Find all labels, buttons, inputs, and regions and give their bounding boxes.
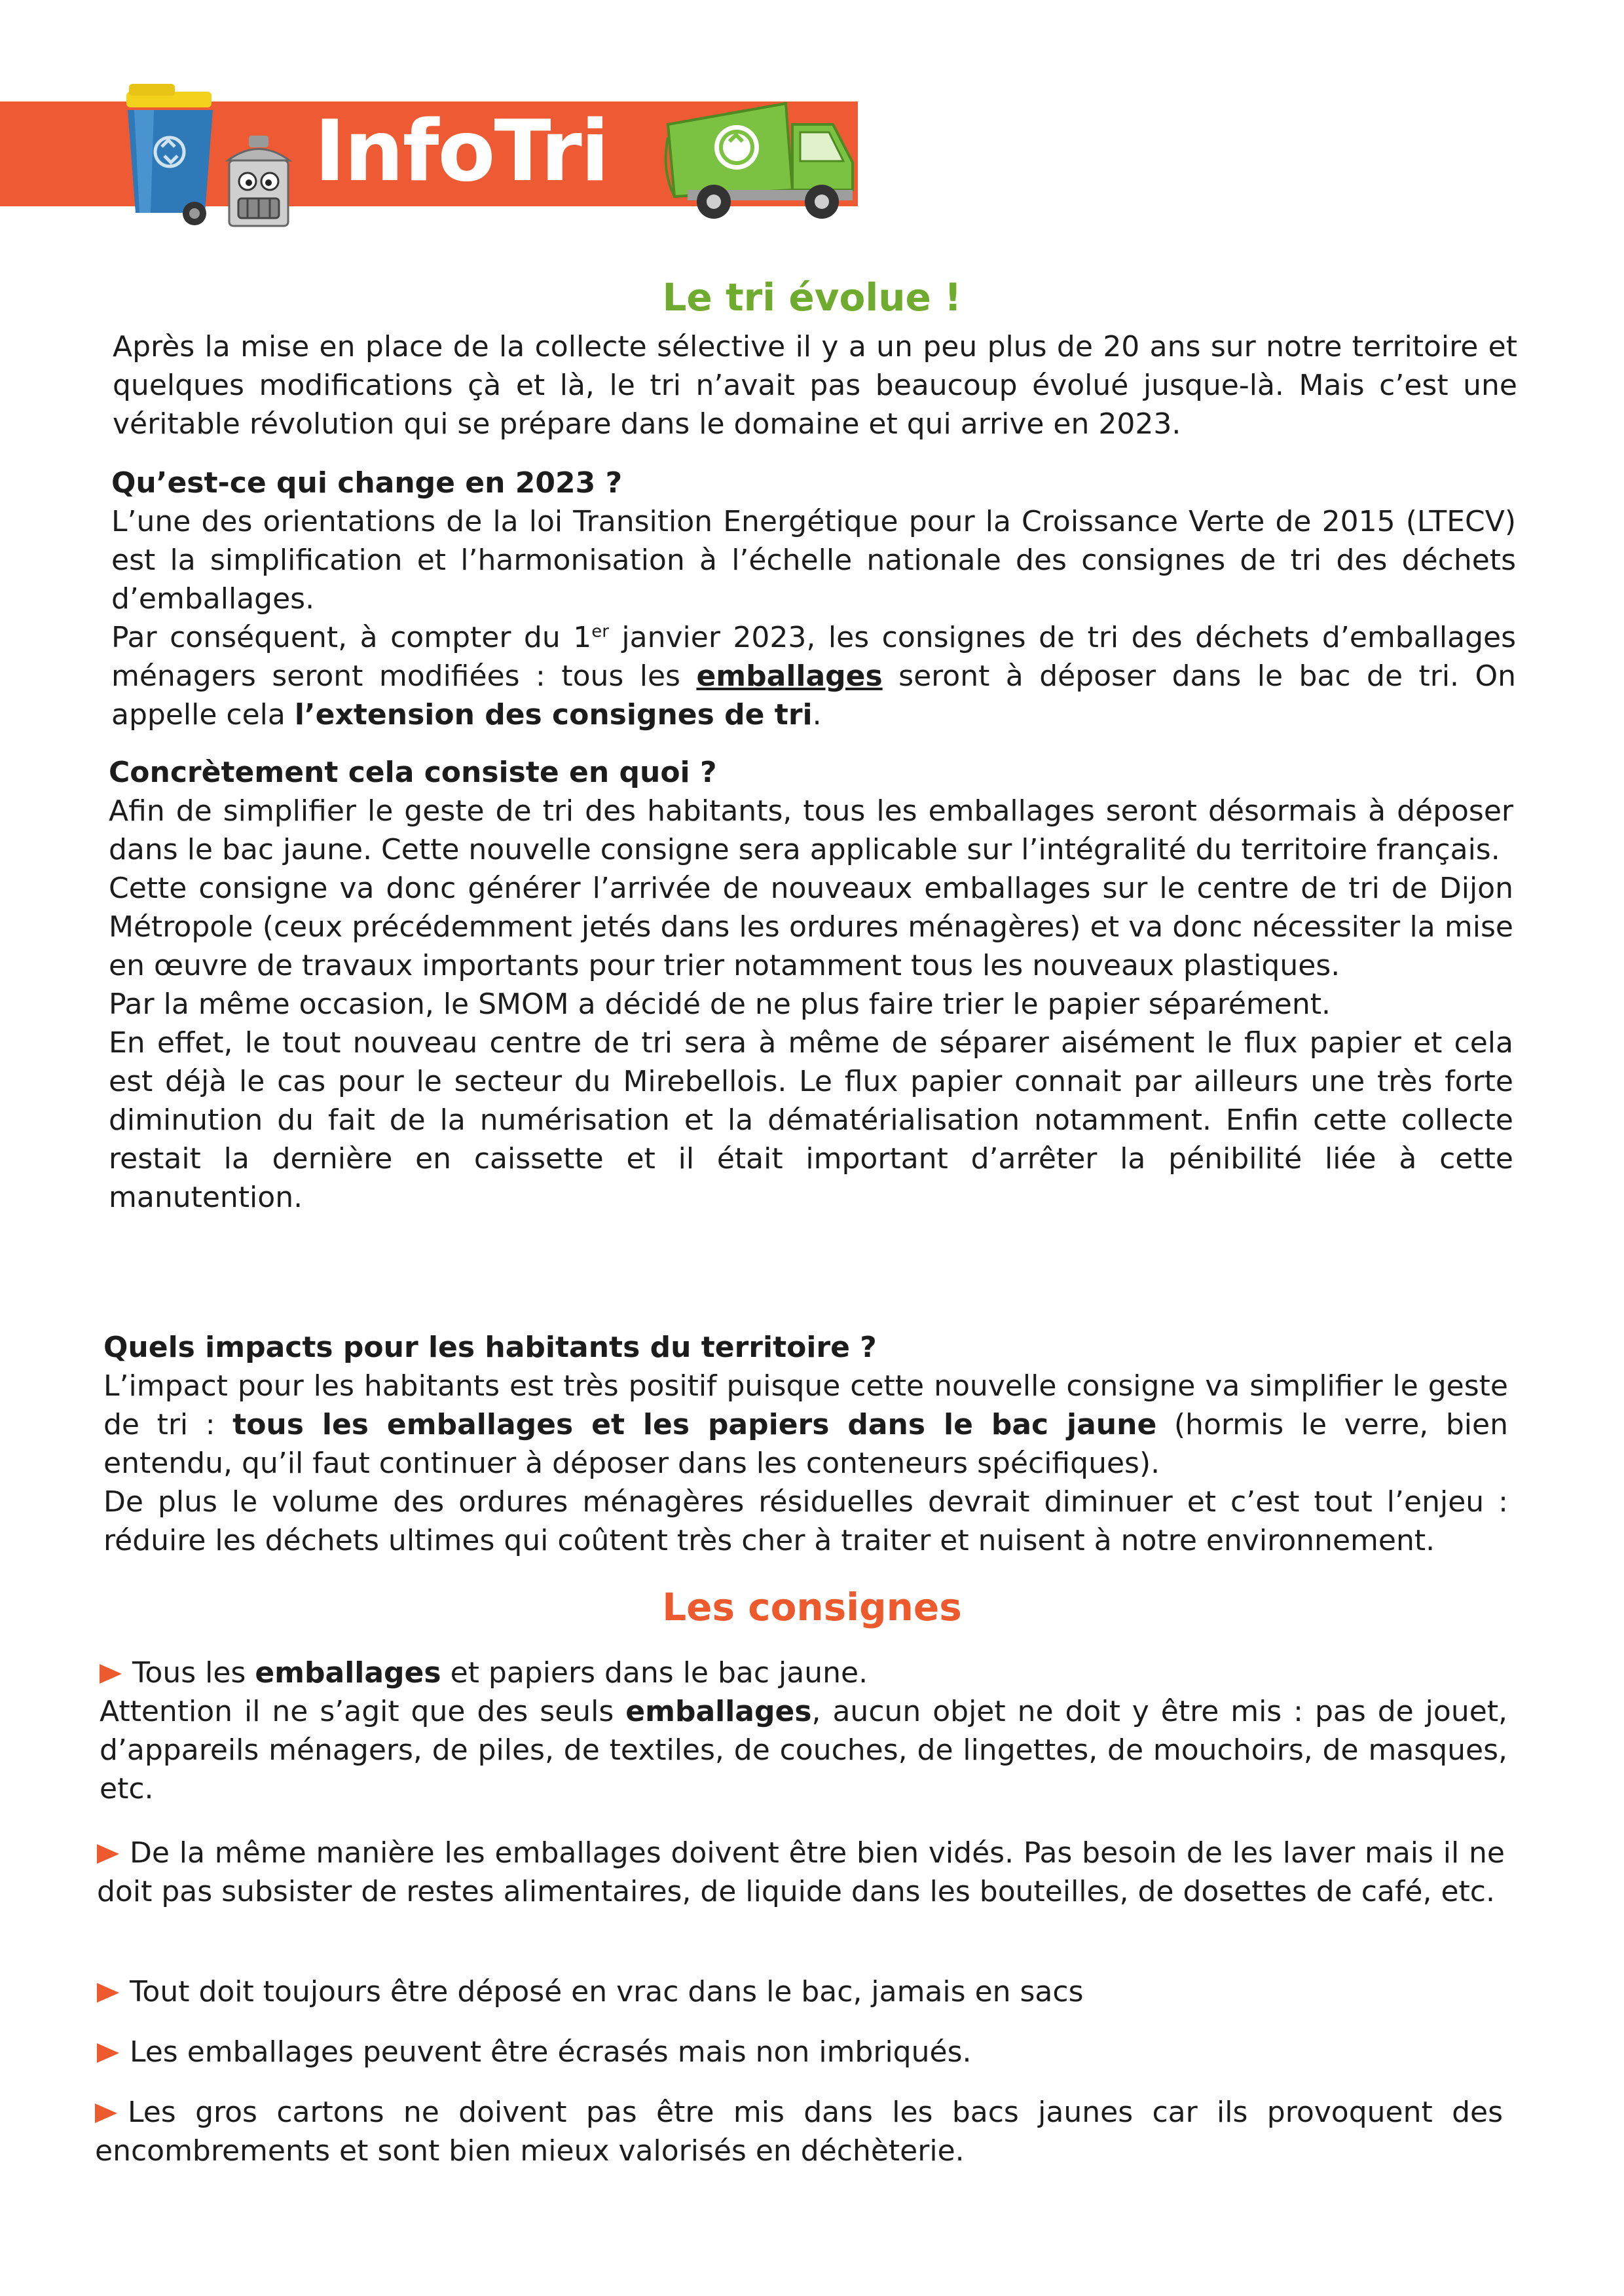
text-run: De la même manière les emballages doivent être bien vidés. Pas besoin de les laver mais il ne doit pas subsister de restes alimentaires, de liquide dans les bouteilles, de dosettes de café, etc. xyxy=(97,1836,1505,1908)
section-impacts xyxy=(103,1328,1508,1560)
text-run: Tout doit toujours être déposé en vrac dans le bac, jamais en sacs xyxy=(130,1975,1084,2009)
text-run: L’impact pour les habitants est très positif puisque cette nouvelle consigne va simplifier le geste de tri : xyxy=(103,1369,1508,1441)
text-run: (hormis le verre, bien entendu, qu’il faut continuer à déposer dans les conteneurs spécifiques). xyxy=(103,1408,1508,1480)
robot-mascot-icon xyxy=(216,134,301,232)
emballages-emphasis: emballages xyxy=(255,1656,441,1690)
text-run: Tous les xyxy=(132,1656,255,1690)
recycling-truck-icon xyxy=(661,98,858,223)
intro-text: Après la mise en place de la collecte sélective il y a un peu plus de 20 ans sur notre territoire et quelques modifications çà et là, le tri n’avait pas beaucoup évolué jusque-là. Mais c’est une véritable révolution qui se prépare dans le domaine et qui arrive en 2023. xyxy=(113,330,1517,441)
text-run: janvier 2023, les consignes de tri des déchets d’emballages ménagers seront modifiées : tous les xyxy=(111,621,1516,693)
text-run: , aucun objet ne doit y être mis : pas de jouet, d’appareils ménagers, de piles, de textiles, de couches, de lingettes, de mouchoirs, de masques, etc. xyxy=(100,1695,1508,1805)
consigne-item-4-text xyxy=(97,2033,1505,2071)
consigne-item-3-text xyxy=(97,1972,1505,2011)
section-concrete xyxy=(109,753,1513,1217)
superscript-er: er xyxy=(591,621,609,642)
section-concrete-paragraph-4: En effet, le tout nouveau centre de tri sera à même de séparer aisément le flux papier et cela est déjà le cas pour le secteur du Mirebellois. Le flux papier connait par ailleurs une très forte diminution du fait de la numérisation et la dématérialisation notamment. Enfin cette collecte restait la dernière en caissette et il était important d’arrêter la pénibilité liée à cette manutention. xyxy=(109,1026,1513,1214)
section-concrete-paragraph-2: Cette consigne va donc générer l’arrivée de nouveaux emballages sur le centre de tri de Dijon Métropole (ceux précédemment jetés dans les ordures ménagères) et va donc nécessiter la mise en œuvre de travaux importants pour trier notamment tous les nouveaux plastiques. xyxy=(109,872,1513,982)
consigne-item-1-line-2 xyxy=(100,1692,1507,1808)
section-change xyxy=(111,464,1516,734)
section-impacts-paragraph-1 xyxy=(103,1367,1508,1483)
banner-title: InfoTri xyxy=(314,103,608,200)
consigne-item-1-line-1 xyxy=(100,1654,1507,1692)
section-change-heading: Qu’est-ce qui change en 2023 ? xyxy=(111,466,623,500)
bac-jaune-emphasis: tous les emballages et les papiers dans le bac jaune xyxy=(232,1408,1157,1441)
arrow-bullet-icon xyxy=(97,1844,119,1864)
recycling-bin-icon xyxy=(115,79,226,229)
intro-title: Le tri évolue ! xyxy=(662,275,962,320)
text-run: Par conséquent, à compter du 1 xyxy=(111,621,592,654)
section-concrete-paragraph-3: Par la même occasion, le SMOM a décidé de ne plus faire trier le papier séparément. xyxy=(109,988,1331,1021)
consigne-item-2-text xyxy=(97,1834,1505,1911)
text-run: Les gros cartons ne doivent pas être mis dans les bacs jaunes car ils provoquent des encombrements et sont bien mieux valorisés en déchèterie. xyxy=(95,2096,1503,2168)
text-run: Les emballages peuvent être écrasés mais non imbriqués. xyxy=(130,2035,972,2069)
consigne-item-5 xyxy=(95,2093,1503,2170)
extension-consignes-emphasis: l’extension des consignes de tri xyxy=(294,698,813,731)
emballages-emphasis: emballages xyxy=(696,659,883,693)
section-concrete-heading: Concrètement cela consiste en quoi ? xyxy=(109,756,717,789)
text-run: Attention il ne s’agit que des seuls xyxy=(100,1695,626,1728)
arrow-bullet-icon xyxy=(97,1983,119,2003)
arrow-bullet-icon xyxy=(97,2043,119,2063)
consigne-item-3 xyxy=(97,1972,1505,2011)
arrow-bullet-icon xyxy=(95,2103,117,2123)
consigne-item-4 xyxy=(97,2033,1505,2071)
emballages-emphasis: emballages xyxy=(625,1695,812,1728)
consigne-item-5-text xyxy=(95,2093,1503,2170)
text-run: . xyxy=(812,698,822,731)
section-concrete-paragraph-1: Afin de simplifier le geste de tri des habitants, tous les emballages seront désormais à déposer dans le bac jaune. Cette nouvelle consigne sera applicable sur l’intégralité du territoire français. xyxy=(109,794,1513,866)
section-change-paragraph-2 xyxy=(111,618,1516,734)
text-run: et papiers dans le bac jaune. xyxy=(441,1656,868,1690)
consignes-title: Les consignes xyxy=(662,1585,962,1629)
consigne-item-1 xyxy=(100,1654,1507,1808)
intro-paragraph xyxy=(113,327,1517,443)
consigne-item-2 xyxy=(97,1834,1505,1911)
section-impacts-paragraph-2: De plus le volume des ordures ménagères résiduelles devrait diminuer et c’est tout l’enjeu : réduire les déchets ultimes qui coûtent très cher à traiter et nuisent à notre environnement. xyxy=(103,1485,1508,1557)
text-run: seront à déposer dans le bac de tri. On appelle cela xyxy=(111,659,1516,731)
arrow-bullet-icon xyxy=(100,1664,122,1684)
section-impacts-heading: Quels impacts pour les habitants du territoire ? xyxy=(103,1331,877,1364)
section-change-paragraph-1: L’une des orientations de la loi Transition Energétique pour la Croissance Verte de 2015 (LTECV) est la simplification et l’harmonisation à l’échelle nationale des consignes de tri des déchets d’emballages. xyxy=(111,505,1516,616)
